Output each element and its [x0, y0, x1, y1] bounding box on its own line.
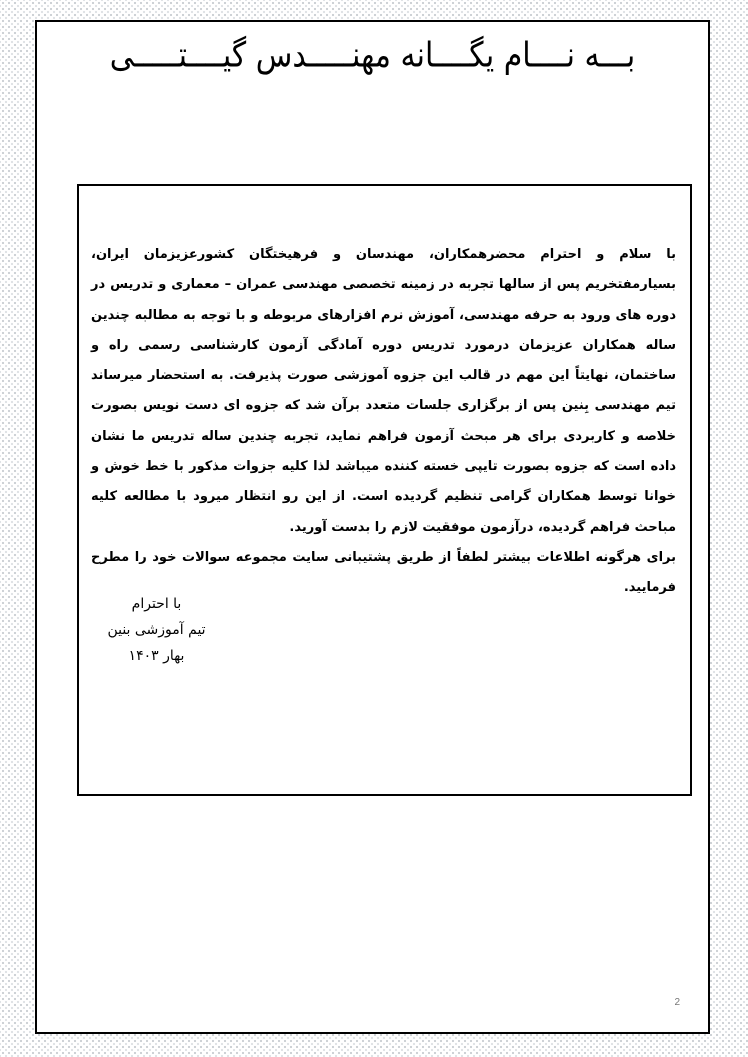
- signature-team: تیم آموزشی بنین: [107, 622, 206, 638]
- page-number: 2: [674, 997, 680, 1008]
- signature-block: [79, 591, 234, 669]
- signature-greeting: با احترام: [131, 596, 182, 612]
- body-text: [91, 240, 676, 604]
- page-title: بـــه نــــام یگــــانه مهنـــــدس گیــــتـــــی: [109, 35, 636, 76]
- content-box: [77, 184, 692, 796]
- intro-paragraph: با سلام و احترام محضرهمکاران، مهندسان و فرهیختگان کشورعزیزمان ایران، بسیارمفتخریم پس از سالها تجربه در زمینه تخصصی مهندسی عمران – معماری و تدریس در دوره های ورود به حرفه مهندسی، آموزش نرم افزارهای مربوطه و با توجه به مطالبه چندین ساله همکاران عزیزمان درمورد تدریس دوره آمادگی آزمون کارشناسی رسمی راه و ساختمان، نهایتاً این مهم در قالب این جزوه آموزشی صورت پذیرفت. به استحضار میرساند تیم مهندسی بِنین پس از برگزاری جلسات متعدد برآن شد که جزوه ای دست نویس بصورت خلاصه و کاربردی برای هر مبحث آزمون فراهم نماید، تجربه چندین ساله تدریس ما نشان داده است که جزوه بصورت تایپی خسته کننده میباشد لذا کلیه جزوات مذکور با خط خوش و خوانا توسط همکاران گرامی تنظیم گردیده است. از این رو انتظار میرود با مطالعه کلیه مباحث فراهم گردیده، درآزمون موفقیت لازم را بدست آورید.: [91, 247, 676, 535]
- signature-date: بهار ۱۴۰۳: [128, 648, 185, 664]
- contact-paragraph: برای هرگونه اطلاعات بیشتر لطفاً از طریق پشتیبانی سایت مجموعه سوالات خود را مطرح فرمایید.: [91, 549, 676, 596]
- document-page: [35, 20, 710, 1034]
